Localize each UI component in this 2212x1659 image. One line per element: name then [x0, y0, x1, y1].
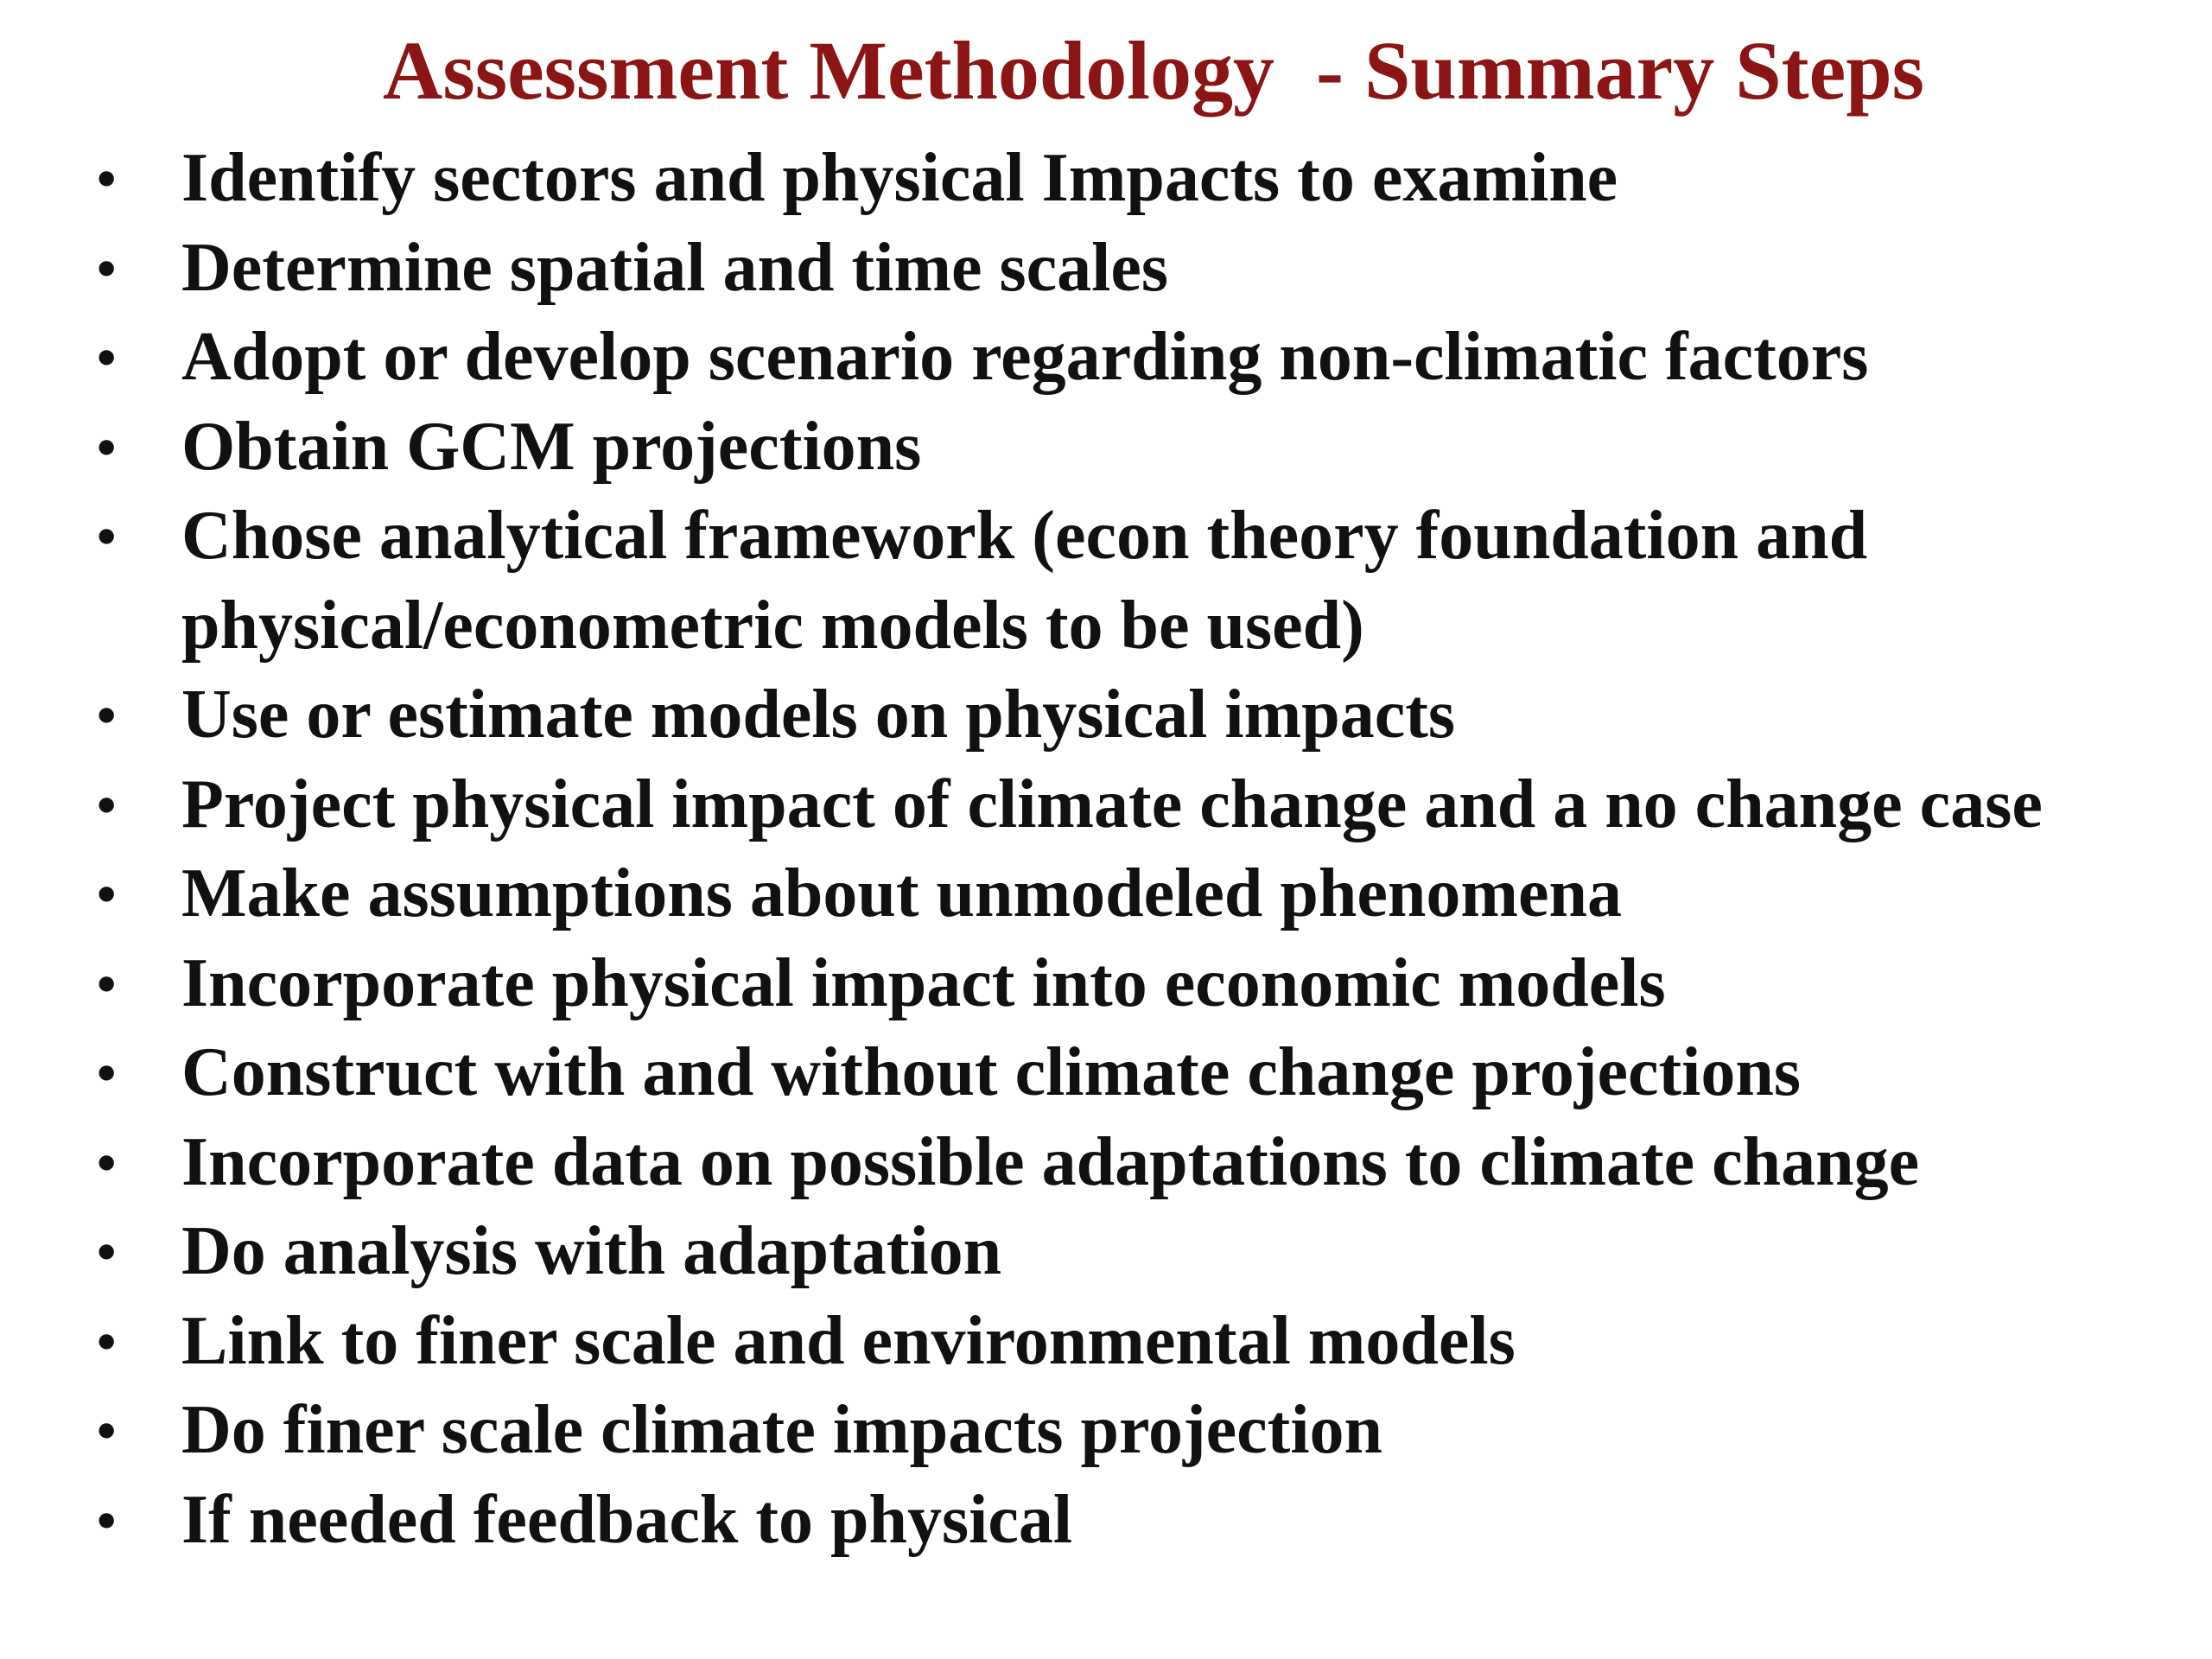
list-item-text: Project physical impact of climate change and a no change case	[181, 766, 2043, 842]
list-item-text: Use or estimate models on physical impacts	[181, 677, 1455, 753]
list-item	[0, 224, 2212, 314]
list-item-text: Make assumptions about unmodeled phenomena	[181, 855, 1622, 931]
list-item	[0, 1386, 2212, 1476]
list-item	[0, 492, 2212, 671]
list-item	[0, 1207, 2212, 1297]
list-item-text: Adopt or develop scenario regarding non-climatic factors	[181, 319, 1869, 395]
list-item	[0, 849, 2212, 939]
list-item	[0, 313, 2212, 403]
list-item-text: Incorporate data on possible adaptations to climate change	[181, 1123, 1920, 1200]
bullet-icon: •	[97, 1131, 117, 1193]
list-item	[0, 1476, 2212, 1566]
bullet-icon: •	[97, 952, 117, 1014]
list-item	[0, 1118, 2212, 1208]
list-item-text: Do analysis with adaptation	[181, 1213, 1002, 1289]
list-item-text: If needed feedback to physical	[181, 1481, 1073, 1558]
bullet-icon: •	[97, 1221, 117, 1282]
bullet-icon: •	[97, 1489, 117, 1551]
bullet-icon: •	[97, 148, 117, 209]
list-item-text: Identify sectors and physical Impacts to examine	[181, 140, 1618, 216]
list-item	[0, 939, 2212, 1029]
bullet-icon: •	[97, 327, 117, 388]
bullet-list	[0, 134, 2212, 1565]
list-item	[0, 403, 2212, 493]
list-item-text: Do finer scale climate impacts projection	[181, 1392, 1383, 1468]
bullet-icon: •	[97, 237, 117, 299]
bullet-icon: •	[97, 773, 117, 836]
list-item-text: Construct with and without climate change projections	[181, 1034, 1802, 1110]
list-item-text: Determine spatial and time scales	[181, 229, 1169, 306]
list-item-text: Link to finer scale and environmental models	[181, 1302, 1516, 1379]
list-item	[0, 1028, 2212, 1118]
bullet-icon: •	[97, 684, 117, 746]
bullet-icon: •	[97, 863, 117, 925]
slide-title: Assessment Methodology - Summary Steps	[383, 24, 1924, 117]
list-item-text: Chose analytical framework (econ theory foundation and physical/econometric models to be used)	[181, 498, 1868, 664]
list-item-text: Incorporate physical impact into economic models	[181, 944, 1666, 1021]
bullet-icon: •	[97, 1042, 117, 1103]
bullet-icon: •	[97, 1310, 117, 1372]
list-item	[0, 671, 2212, 760]
list-item	[0, 760, 2212, 850]
list-item	[0, 1297, 2212, 1387]
bullet-icon: •	[97, 1400, 117, 1461]
bullet-icon: •	[97, 505, 117, 567]
list-item-text: Obtain GCM projections	[181, 408, 922, 485]
list-item	[0, 134, 2212, 224]
bullet-icon: •	[97, 416, 117, 478]
